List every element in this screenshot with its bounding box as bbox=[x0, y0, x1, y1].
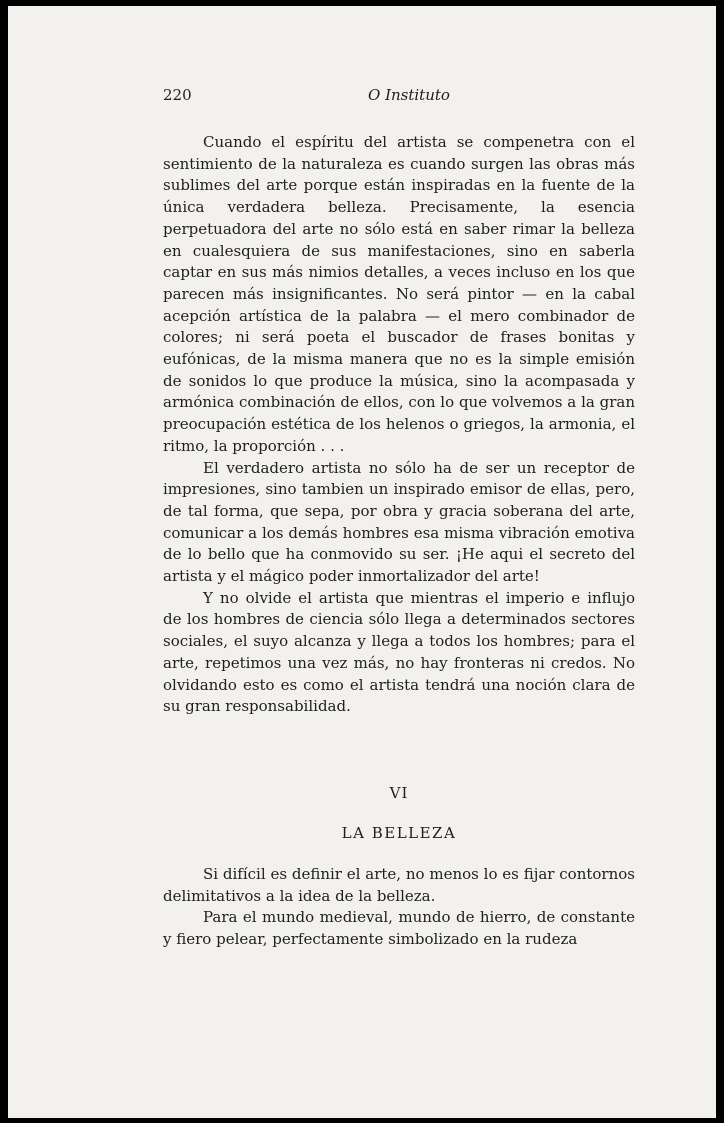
paragraph: Para el mundo medieval, mundo de hierro, de constante y fiero pelear, perfectamente simbolizado en la rudeza bbox=[163, 908, 635, 949]
paragraph: Cuando el espíritu del artista se compenetra con el sentimiento de la naturaleza es cuando surgen las obras más sublimes del arte porque están inspiradas en la fuente de la única verdadera belleza. Precisamente, la esencia perpetuadora del arte no sólo está en saber rimar la belleza en cualesquiera de sus manifestaciones, sino en saberla captar en sus más nimios detalles, a veces incluso en los que parecen más insignificantes. No será pintor — en la cabal acepción artística de la palabra — el mero combinador de colores; ni será poeta el buscador de frases bonitas y eufónicas, de la misma manera que no es la simple emisión de sonidos lo que produce la música, sino la acompasada y armónica combinación de ellos, con lo que volvemos a la gran preocupación estética de los helenos o griegos, la armonia, el ritmo, la proporción . . . bbox=[163, 133, 635, 455]
section-number: VI bbox=[389, 784, 409, 802]
paragraph: Si difícil es definir el arte, no menos lo es fijar contornos delimitativos a la idea de la belleza. bbox=[163, 865, 635, 905]
body-text bbox=[163, 132, 635, 718]
paragraph: Y no olvide el artista que mientras el imperio e influjo de los hombres de ciencia sólo llega a determinados sectores sociales, el suyo alcanza y llega a todos los hombres; para el arte, repetimos una vez más, no hay fronteras ni credos. No olvidando esto es como el artista tendrá una noción clara de su gran responsabilidad. bbox=[163, 588, 635, 716]
running-title: O Instituto bbox=[368, 86, 450, 104]
section-body-text bbox=[163, 864, 635, 951]
paragraph: El verdadero artista no sólo ha de ser un receptor de impresiones, sino tambien un inspirado emisor de ellas, pero, de tal forma, que sepa, por obra y gracia soberana del arte, comunicar a los demás hombres esa misma vibración emotiva de lo bello que ha conmovido su ser. ¡He aqui el secreto del artista y el mágico poder inmortalizador del arte! bbox=[163, 458, 635, 586]
page-number: 220 bbox=[163, 86, 192, 104]
section-title: LA BELLEZA bbox=[341, 824, 457, 842]
book-page bbox=[8, 6, 716, 1118]
page-header bbox=[163, 86, 633, 110]
